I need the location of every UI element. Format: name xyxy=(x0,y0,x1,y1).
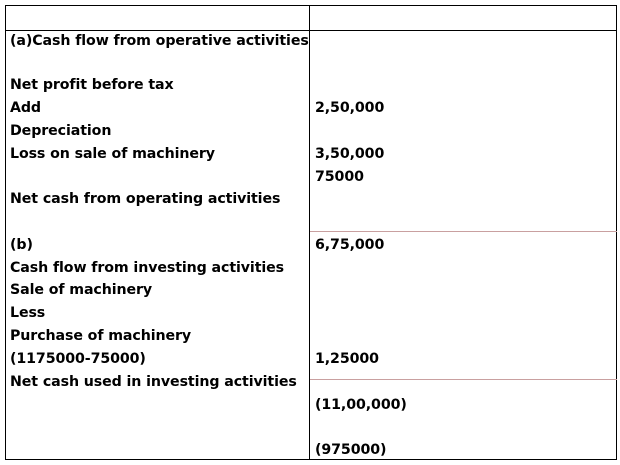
sale-machinery-label: Sale of machinery xyxy=(10,282,153,298)
value-net-cash-investing: (975000) xyxy=(315,442,387,458)
value-depreciation: 3,50,000 xyxy=(315,146,385,162)
subtotal-rule-investing xyxy=(310,379,617,380)
net-profit-label: Net profit before tax xyxy=(10,77,174,93)
value-net-cash-operating: 6,75,000 xyxy=(315,237,385,253)
depreciation-label: Depreciation xyxy=(10,123,112,139)
purchase-machinery-label: Purchase of machinery xyxy=(10,328,192,344)
header-row-divider xyxy=(5,30,617,31)
value-loss-sale: 75000 xyxy=(315,169,364,185)
net-cash-operating-label: Net cash from operating activities xyxy=(10,191,281,207)
loss-sale-label: Loss on sale of machinery xyxy=(10,146,215,162)
value-net-profit: 2,50,000 xyxy=(315,100,385,116)
purchase-calc-label: (1175000-75000) xyxy=(10,351,146,367)
net-cash-investing-label: Net cash used in investing activities xyxy=(10,374,297,390)
add-label: Add xyxy=(10,100,41,116)
section-a-heading: (a)Cash flow from operative activities xyxy=(10,33,309,49)
value-purchase-machinery: (11,00,000) xyxy=(315,397,407,413)
section-b-heading: (b) xyxy=(10,237,33,253)
value-sale-machinery: 1,25000 xyxy=(315,351,379,367)
column-divider xyxy=(309,5,310,460)
cash-flow-investing-label: Cash flow from investing activities xyxy=(10,260,285,276)
statement-table xyxy=(5,5,617,460)
subtotal-rule-operating xyxy=(310,231,617,232)
less-label: Less xyxy=(10,305,46,321)
